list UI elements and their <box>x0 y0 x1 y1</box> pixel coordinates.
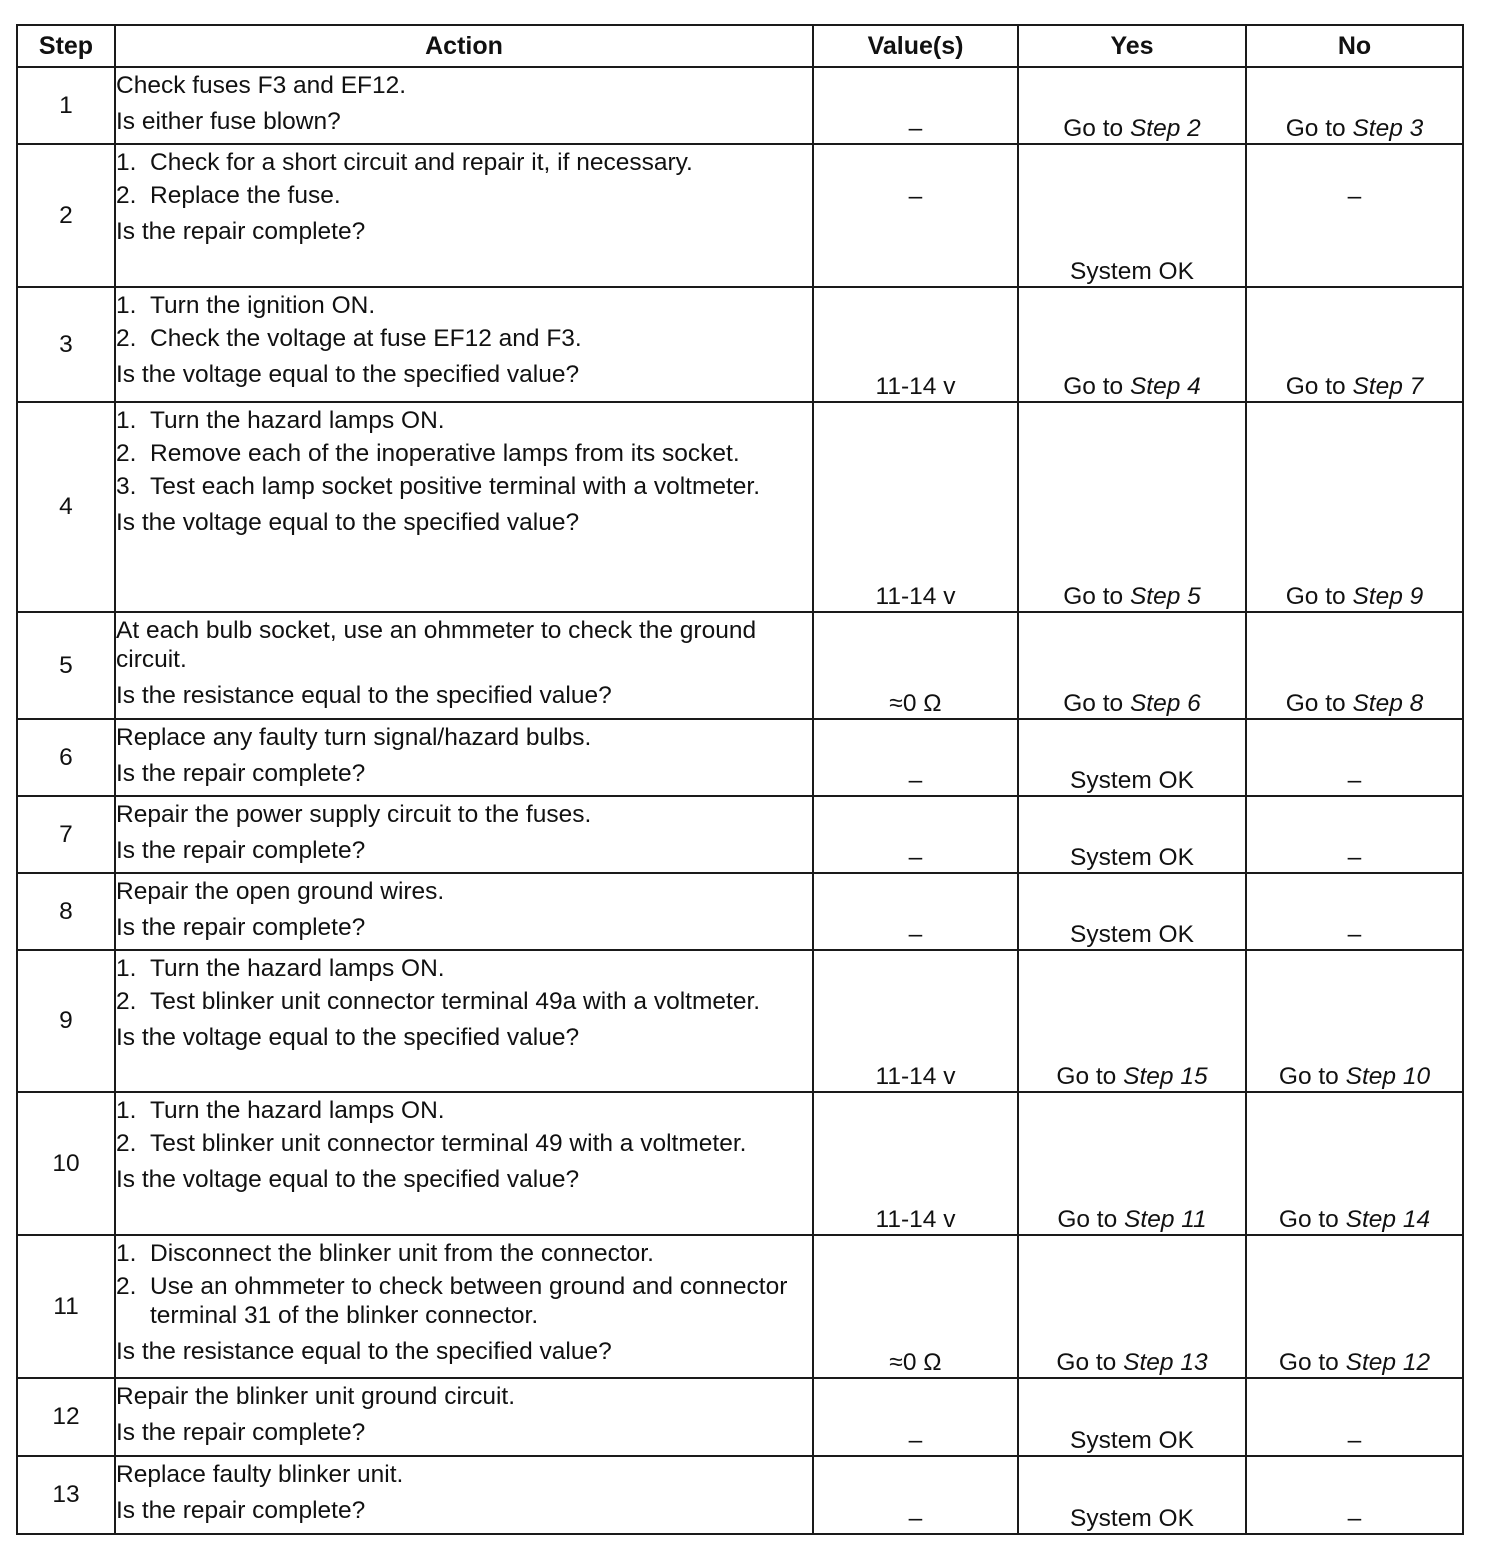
action-cell <box>115 1092 813 1235</box>
no-cell <box>1246 287 1463 402</box>
table-row <box>17 67 1463 144</box>
action-cell <box>115 719 813 796</box>
action-item <box>116 1129 812 1158</box>
item-text: Turn the hazard lamps ON. <box>150 955 445 982</box>
action-text: At each bulb socket, use an ohmmeter to check the ground circuit. <box>116 617 757 673</box>
item-number: 2. <box>116 1273 137 1300</box>
item-text: Replace the fuse. <box>150 182 341 209</box>
no-prefix: Go to <box>1278 1063 1346 1090</box>
action-cell <box>115 950 813 1092</box>
action-cell <box>115 612 813 719</box>
yes-cell <box>1018 1235 1246 1378</box>
yes-step-ref: Step 15 <box>1123 1063 1208 1090</box>
yes-prefix: Go to <box>1056 1063 1124 1090</box>
table-row <box>17 1378 1463 1456</box>
action-cell <box>115 873 813 950</box>
step-number: 13 <box>17 1456 115 1534</box>
step-number: 2 <box>17 144 115 287</box>
action-cell <box>115 144 813 287</box>
action-question: Is the voltage equal to the specified value? <box>116 1166 580 1193</box>
yes-prefix: Go to <box>1057 1206 1125 1233</box>
yes-prefix: Go to <box>1063 583 1130 610</box>
value-cell: – <box>813 1378 1018 1456</box>
no-cell <box>1246 402 1463 612</box>
yes-prefix: Go to <box>1063 373 1130 400</box>
header-value: Value(s) <box>813 25 1018 67</box>
item-number: 3. <box>116 473 137 500</box>
yes-cell <box>1018 287 1246 402</box>
action-item <box>116 439 812 468</box>
table-row <box>17 402 1463 612</box>
action-cell <box>115 1235 813 1378</box>
table-row <box>17 950 1463 1092</box>
item-number: 1. <box>116 1240 137 1267</box>
yes-step-ref: Step 2 <box>1129 115 1201 142</box>
step-number: 3 <box>17 287 115 402</box>
no-prefix: Go to <box>1285 690 1353 717</box>
yes-cell <box>1018 67 1246 144</box>
action-text: Repair the power supply circuit to the fuses. <box>116 801 592 828</box>
value-cell: – <box>813 1456 1018 1534</box>
action-question: Is either fuse blown? <box>116 108 341 135</box>
item-text: Test blinker unit connector terminal 49 with a voltmeter. <box>150 1130 747 1157</box>
action-cell <box>115 67 813 144</box>
no-prefix: Go to <box>1285 115 1353 142</box>
action-item <box>116 181 812 210</box>
no-cell: – <box>1246 796 1463 873</box>
yes-prefix: Go to <box>1063 115 1130 142</box>
action-item <box>116 1272 812 1330</box>
item-number: 2. <box>116 988 137 1015</box>
table-row <box>17 1092 1463 1235</box>
table-row <box>17 1235 1463 1378</box>
value-cell: – <box>813 67 1018 144</box>
step-number: 1 <box>17 67 115 144</box>
no-prefix: Go to <box>1278 1206 1346 1233</box>
no-cell: – <box>1246 144 1463 287</box>
item-text: Turn the hazard lamps ON. <box>150 1097 445 1124</box>
yes-cell: System OK <box>1018 1378 1246 1456</box>
item-number: 2. <box>116 1130 137 1157</box>
action-item <box>116 1239 812 1268</box>
step-number: 4 <box>17 402 115 612</box>
action-item <box>116 291 812 320</box>
action-question: Is the resistance equal to the specified value? <box>116 682 612 709</box>
yes-cell: System OK <box>1018 796 1246 873</box>
no-step-ref: Step 3 <box>1352 115 1424 142</box>
action-question: Is the voltage equal to the specified value? <box>116 509 580 536</box>
action-text: Replace faulty blinker unit. <box>116 1461 404 1488</box>
step-number: 7 <box>17 796 115 873</box>
item-number: 2. <box>116 182 137 209</box>
action-cell <box>115 796 813 873</box>
yes-cell: System OK <box>1018 1456 1246 1534</box>
item-number: 2. <box>116 440 137 467</box>
value-cell: – <box>813 796 1018 873</box>
table-row <box>17 1456 1463 1534</box>
yes-step-ref: Step 11 <box>1124 1206 1207 1233</box>
item-text: Disconnect the blinker unit from the connector. <box>150 1240 654 1267</box>
step-number: 11 <box>17 1235 115 1378</box>
action-question: Is the resistance equal to the specified value? <box>116 1338 612 1365</box>
action-text: Check fuses F3 and EF12. <box>116 72 407 99</box>
no-cell: – <box>1246 1456 1463 1534</box>
action-question: Is the repair complete? <box>116 837 366 864</box>
value-cell: ≈0 Ω <box>813 612 1018 719</box>
action-text: Replace any faulty turn signal/hazard bulbs. <box>116 724 592 751</box>
no-step-ref: Step 7 <box>1352 373 1424 400</box>
no-prefix: Go to <box>1285 583 1353 610</box>
no-cell: – <box>1246 719 1463 796</box>
yes-cell <box>1018 1092 1246 1235</box>
yes-cell: System OK <box>1018 144 1246 287</box>
action-question: Is the repair complete? <box>116 1419 366 1446</box>
yes-prefix: Go to <box>1056 1349 1124 1376</box>
action-item <box>116 148 812 177</box>
yes-step-ref: Step 13 <box>1123 1349 1208 1376</box>
item-number: 1. <box>116 1097 137 1124</box>
step-number: 12 <box>17 1378 115 1456</box>
no-step-ref: Step 10 <box>1345 1063 1431 1090</box>
item-text: Use an ohmmeter to check between ground and connector terminal 31 of the blinker connector. <box>150 1273 788 1329</box>
action-text: Repair the open ground wires. <box>116 878 445 905</box>
yes-step-ref: Step 5 <box>1129 583 1201 610</box>
item-text: Check for a short circuit and repair it, if necessary. <box>150 149 693 176</box>
value-cell: 11-14 v <box>813 287 1018 402</box>
no-step-ref: Step 8 <box>1352 690 1424 717</box>
no-step-ref: Step 12 <box>1345 1349 1431 1376</box>
value-cell: ≈0 Ω <box>813 1235 1018 1378</box>
table-row <box>17 287 1463 402</box>
item-text: Turn the hazard lamps ON. <box>150 407 445 434</box>
step-number: 8 <box>17 873 115 950</box>
item-number: 1. <box>116 955 137 982</box>
yes-cell: System OK <box>1018 719 1246 796</box>
action-question: Is the voltage equal to the specified value? <box>116 361 580 388</box>
item-text: Check the voltage at fuse EF12 and F3. <box>150 325 582 352</box>
no-cell <box>1246 67 1463 144</box>
yes-cell <box>1018 950 1246 1092</box>
action-question: Is the repair complete? <box>116 914 366 941</box>
yes-step-ref: Step 6 <box>1129 690 1201 717</box>
step-number: 9 <box>17 950 115 1092</box>
yes-cell: System OK <box>1018 873 1246 950</box>
value-cell: 11-14 v <box>813 1092 1018 1235</box>
action-item <box>116 987 812 1016</box>
header-action: Action <box>115 25 813 67</box>
item-number: 1. <box>116 407 137 434</box>
yes-prefix: Go to <box>1063 690 1130 717</box>
action-question: Is the repair complete? <box>116 760 366 787</box>
no-step-ref: Step 9 <box>1352 583 1424 610</box>
action-question: Is the repair complete? <box>116 218 366 245</box>
no-cell <box>1246 1235 1463 1378</box>
action-cell <box>115 1378 813 1456</box>
value-cell: – <box>813 144 1018 287</box>
value-cell: 11-14 v <box>813 950 1018 1092</box>
action-item <box>116 324 812 353</box>
yes-cell <box>1018 402 1246 612</box>
item-text: Test each lamp socket positive terminal with a voltmeter. <box>150 473 761 500</box>
action-item <box>116 406 812 435</box>
action-question: Is the repair complete? <box>116 1497 366 1524</box>
diagnostic-table <box>16 24 1464 1535</box>
yes-step-ref: Step 4 <box>1129 373 1201 400</box>
value-cell: – <box>813 719 1018 796</box>
yes-cell <box>1018 612 1246 719</box>
action-cell <box>115 1456 813 1534</box>
value-cell: 11-14 v <box>813 402 1018 612</box>
header-step: Step <box>17 25 115 67</box>
action-question: Is the voltage equal to the specified value? <box>116 1024 580 1051</box>
item-number: 1. <box>116 292 137 319</box>
no-step-ref: Step 14 <box>1345 1206 1431 1233</box>
no-cell: – <box>1246 1378 1463 1456</box>
no-cell <box>1246 950 1463 1092</box>
step-number: 6 <box>17 719 115 796</box>
no-cell: – <box>1246 873 1463 950</box>
item-text: Test blinker unit connector terminal 49a with a voltmeter. <box>150 988 761 1015</box>
action-cell <box>115 287 813 402</box>
item-text: Remove each of the inoperative lamps from its socket. <box>150 440 740 467</box>
action-item <box>116 1096 812 1125</box>
table-row <box>17 796 1463 873</box>
no-cell <box>1246 1092 1463 1235</box>
header-row <box>17 25 1463 67</box>
item-text: Turn the ignition ON. <box>150 292 376 319</box>
action-item <box>116 472 812 501</box>
step-number: 10 <box>17 1092 115 1235</box>
table-row <box>17 719 1463 796</box>
no-prefix: Go to <box>1285 373 1353 400</box>
item-number: 2. <box>116 325 137 352</box>
action-text: Repair the blinker unit ground circuit. <box>116 1383 516 1410</box>
value-cell: – <box>813 873 1018 950</box>
table-row <box>17 144 1463 287</box>
no-prefix: Go to <box>1278 1349 1346 1376</box>
table-row <box>17 612 1463 719</box>
step-number: 5 <box>17 612 115 719</box>
no-cell <box>1246 612 1463 719</box>
action-item <box>116 954 812 983</box>
action-cell <box>115 402 813 612</box>
item-number: 1. <box>116 149 137 176</box>
header-yes: Yes <box>1018 25 1246 67</box>
header-no: No <box>1246 25 1463 67</box>
table-row <box>17 873 1463 950</box>
